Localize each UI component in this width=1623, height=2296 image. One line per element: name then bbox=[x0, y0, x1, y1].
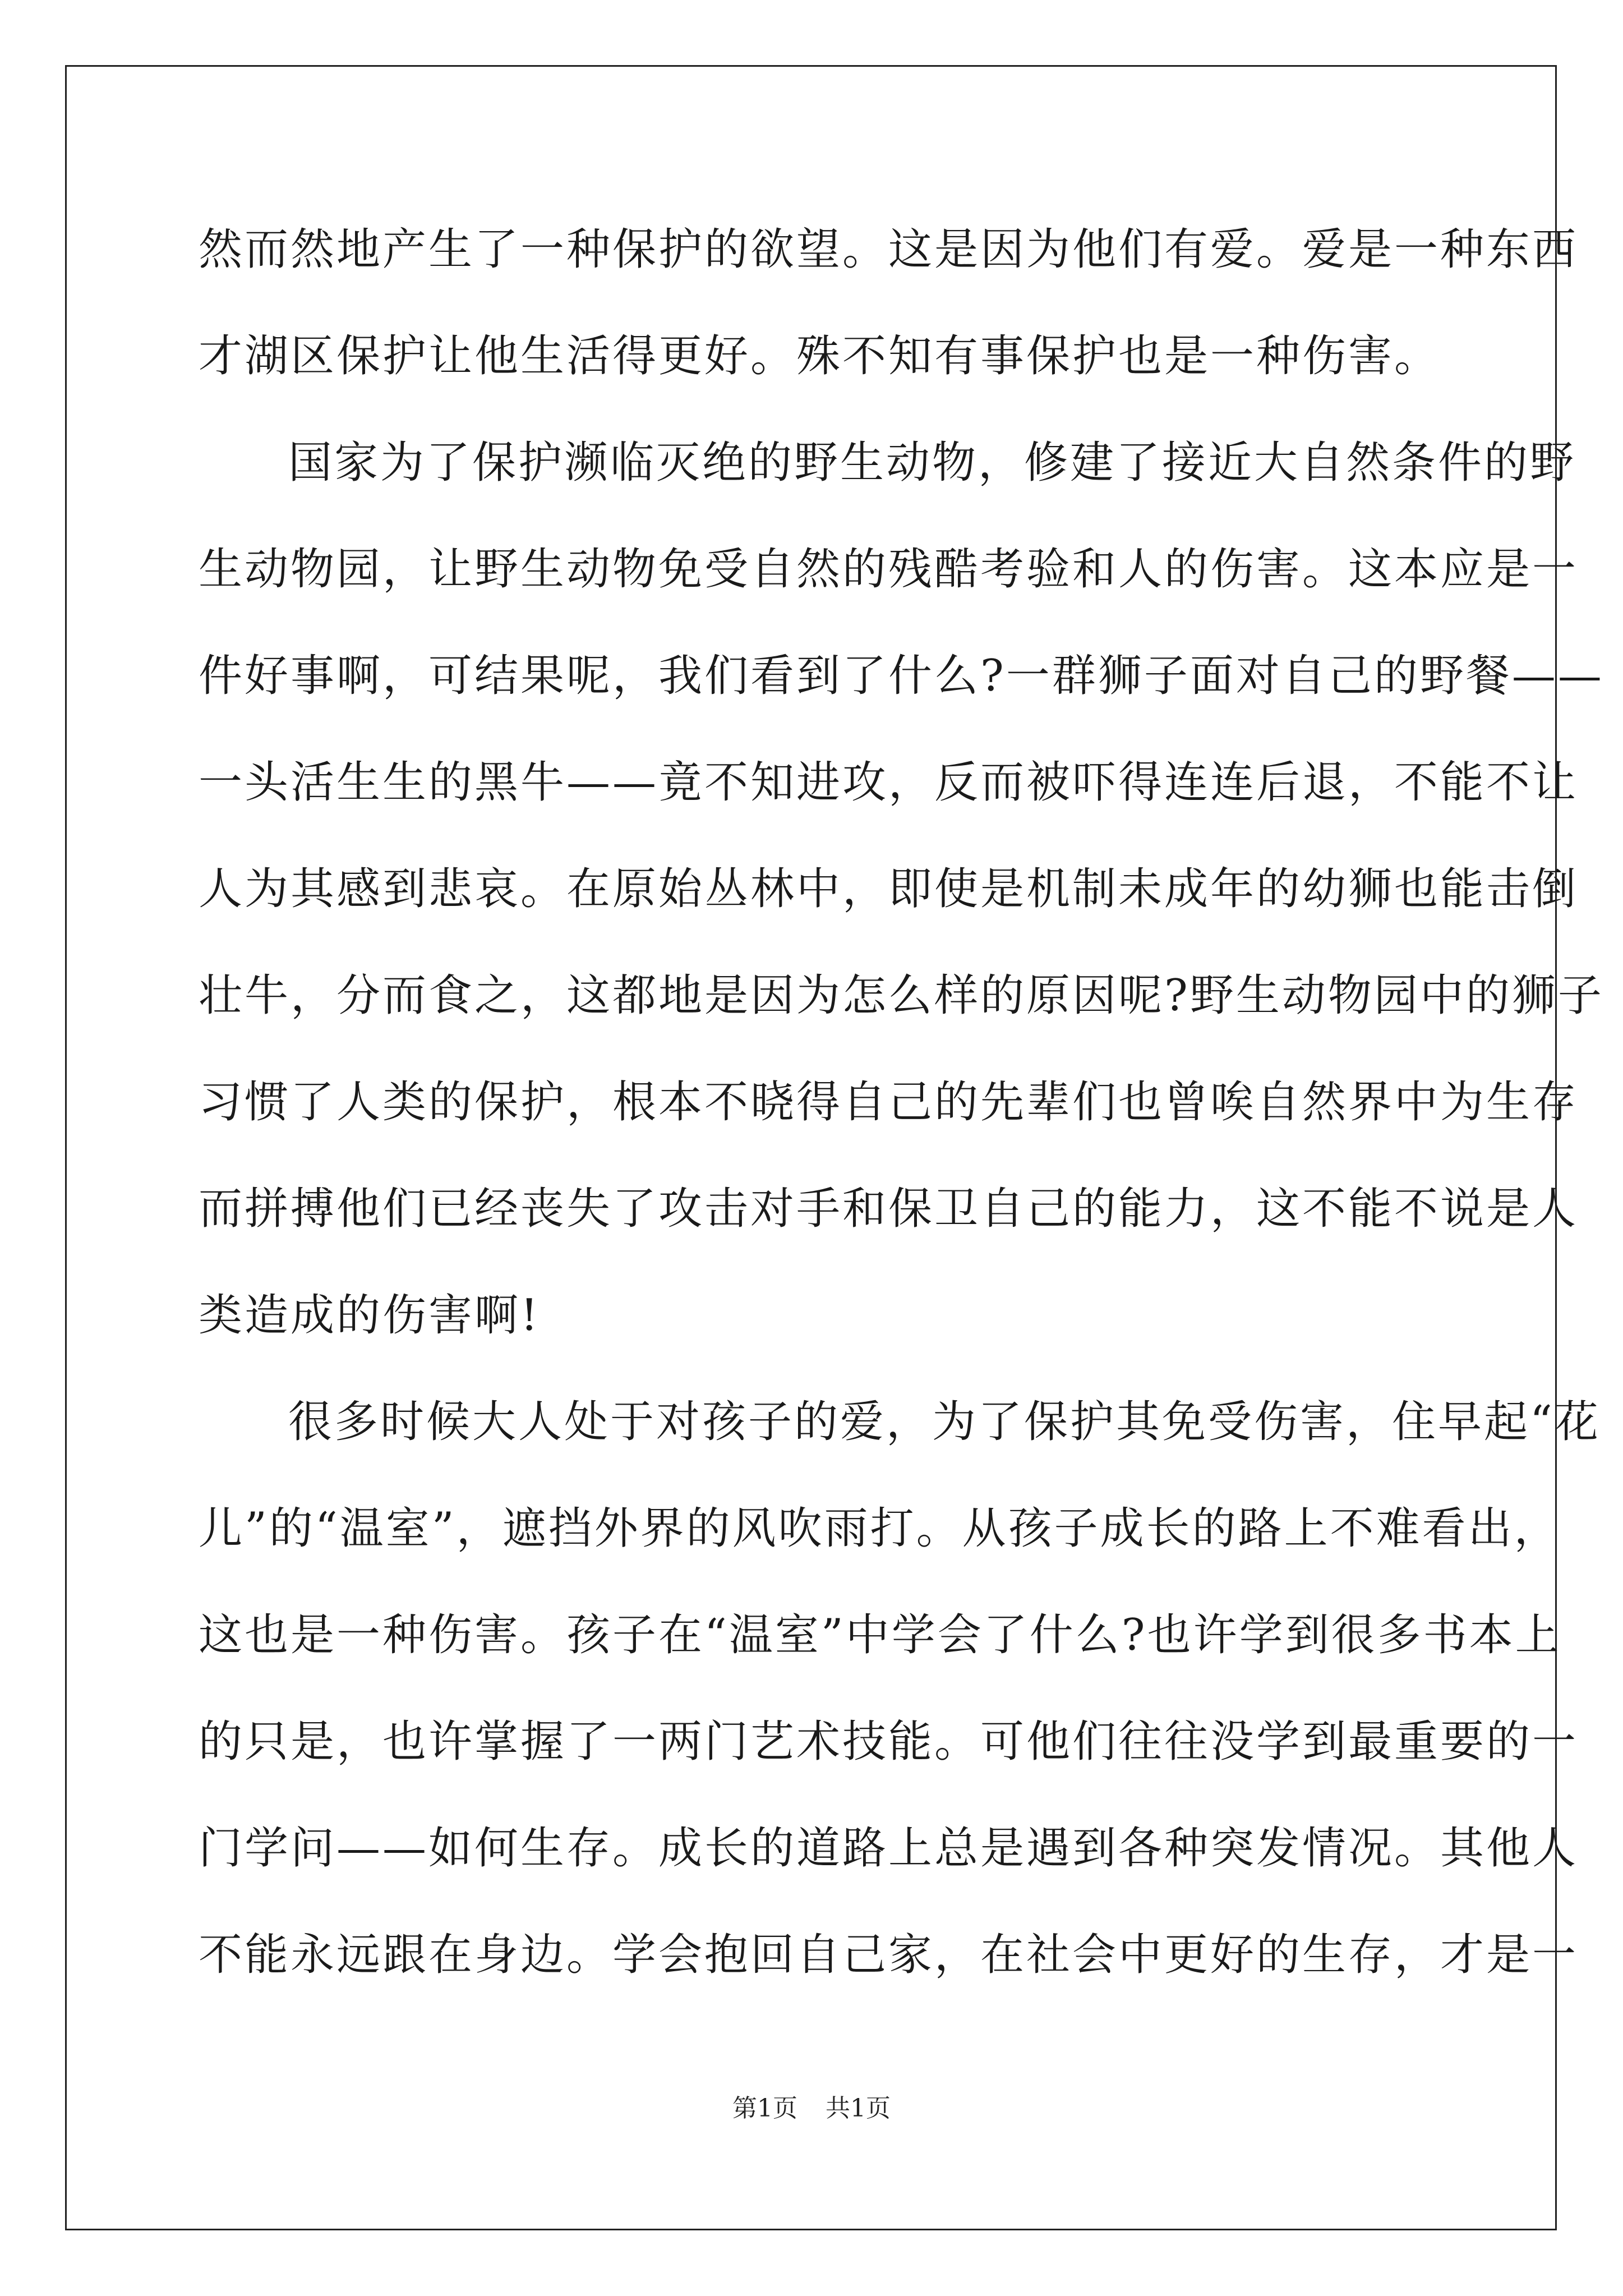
text-line: 一头活生生的黑牛——竟不知进攻，反而被吓得连连后退，不能不让 bbox=[199, 757, 1579, 808]
text-line: 这也是一种伤害。孩子在“温室”中学会了什么?也许学到很多书本上 bbox=[199, 1610, 1561, 1660]
page-number: 第1页 bbox=[732, 2094, 797, 2123]
text-line: 门学问——如何生存。成长的道路上总是遇到各种突发情况。其他人 bbox=[199, 1823, 1579, 1874]
text-line: 很多时候大人处于对孩子的爱，为了保护其免受伤害，住早起“花 bbox=[288, 1397, 1601, 1447]
text-line: 国家为了保护濒临灭绝的野生动物，修建了接近大自然条件的野 bbox=[288, 438, 1576, 488]
text-line: 壮牛，分而食之，这都地是因为怎么样的原因呢?野生动物园中的狮子 bbox=[199, 970, 1604, 1021]
text-line: 不能永远跟在身边。学会抱回自己家，在社会中更好的生存，才是一 bbox=[199, 1930, 1579, 1980]
text-line: 而拼搏他们已经丧失了攻击对手和保卫自己的能力，这不能不说是人 bbox=[199, 1184, 1579, 1234]
document-body bbox=[199, 216, 1604, 2028]
text-line: 才湖区保护让他生活得更好。殊不知有事保护也是一种伤害。 bbox=[199, 331, 1441, 381]
page-footer bbox=[0, 2088, 1623, 2124]
text-line: 生动物园，让野生动物免受自然的残酷考验和人的伤害。这本应是一 bbox=[199, 544, 1579, 595]
text-line: 然而然地产生了一种保护的欲望。这是因为他们有爱。爱是一种东西 bbox=[199, 224, 1579, 275]
total-pages: 共1页 bbox=[826, 2094, 891, 2123]
text-line: 人为其感到悲哀。在原始丛林中，即使是机制未成年的幼狮也能击倒 bbox=[199, 864, 1579, 914]
text-line: 儿”的“温室”，遮挡外界的风吹雨打。从孩子成长的路上不难看出， bbox=[199, 1503, 1560, 1554]
text-line: 习惯了人类的保护，根本不晓得自己的先辈们也曾唉自然界中为生存 bbox=[199, 1077, 1579, 1128]
text-line: 类造成的伤害啊! bbox=[199, 1290, 541, 1341]
text-line: 件好事啊，可结果呢，我们看到了什么?一群狮子面对自己的野餐—— bbox=[199, 651, 1604, 701]
text-line: 的只是，也许掌握了一两门艺术技能。可他们往往没学到最重要的一 bbox=[199, 1717, 1579, 1767]
